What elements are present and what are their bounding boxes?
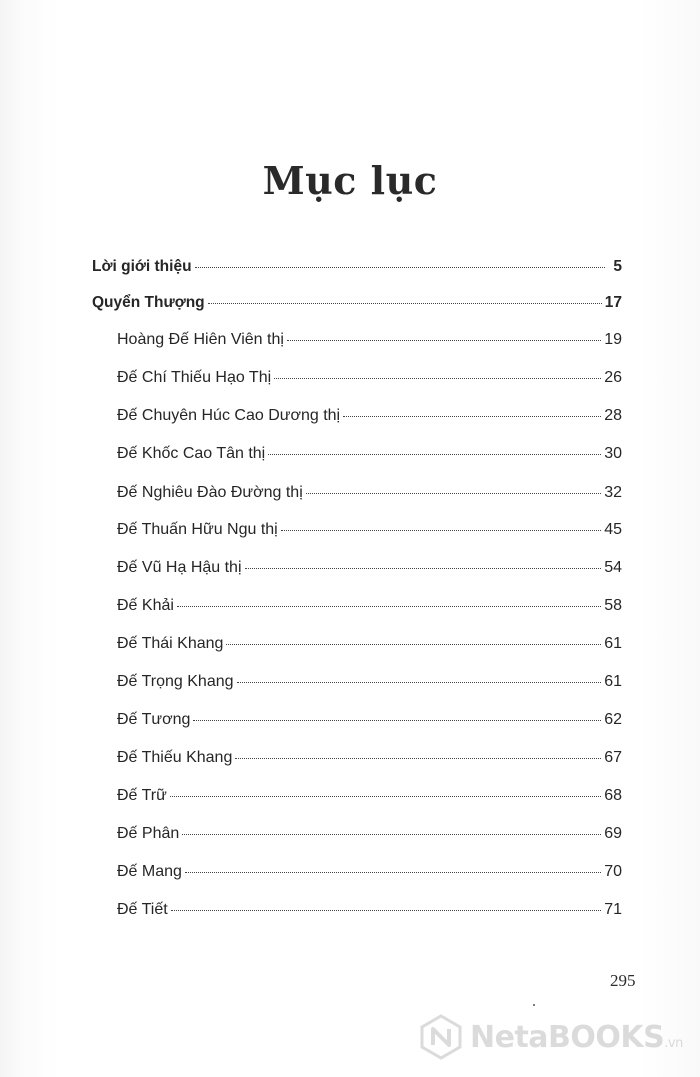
toc-entry-page: 5 xyxy=(613,258,622,275)
toc-entry-page: 61 xyxy=(604,635,622,652)
toc-entry-page: 26 xyxy=(604,369,622,386)
toc-entry-page: 54 xyxy=(604,559,622,576)
dot-leader xyxy=(177,606,601,607)
dot-leader xyxy=(306,493,601,494)
toc-entry[interactable] xyxy=(117,749,622,767)
watermark-text xyxy=(470,1020,683,1055)
print-speck xyxy=(533,1004,535,1006)
toc-entry-label: Hoàng Đế Hiên Viên thị xyxy=(117,331,284,348)
toc-entry-page: 30 xyxy=(604,445,622,462)
toc-entry-volume-upper[interactable] xyxy=(92,294,622,312)
toc-entry-page: 58 xyxy=(604,597,622,614)
page-number: 295 xyxy=(610,971,636,990)
dot-leader xyxy=(195,267,605,268)
toc-entry[interactable] xyxy=(117,901,622,919)
toc-entry-page: 61 xyxy=(604,673,622,690)
toc-entry[interactable] xyxy=(117,369,622,387)
dot-leader xyxy=(281,530,601,531)
toc-entry[interactable] xyxy=(117,407,622,425)
dot-leader xyxy=(208,303,602,304)
toc-entry[interactable] xyxy=(117,445,622,463)
toc-entry[interactable] xyxy=(117,521,622,539)
dot-leader xyxy=(171,910,602,911)
toc-entry-page: 45 xyxy=(604,521,622,538)
dot-leader xyxy=(245,568,602,569)
toc-entry-label: Đế Tương xyxy=(117,711,191,728)
toc-entry[interactable] xyxy=(117,825,622,843)
toc-entry-label: Đế Thái Khang xyxy=(117,635,224,652)
toc-entry[interactable] xyxy=(117,863,622,881)
dot-leader xyxy=(193,720,601,721)
n-hexagon-icon xyxy=(418,1014,464,1060)
toc-entry-label: Lời giới thiệu xyxy=(92,258,192,275)
toc-entry-label: Đế Mang xyxy=(117,863,182,880)
dot-leader xyxy=(226,644,601,645)
dot-leader xyxy=(185,872,601,873)
toc-entry[interactable] xyxy=(117,597,622,615)
toc-entry-label: Đế Vũ Hạ Hậu thị xyxy=(117,559,242,576)
toc-entry[interactable] xyxy=(117,711,622,729)
toc-entry-label: Đế Trọng Khang xyxy=(117,673,234,690)
toc-entry-page: 28 xyxy=(604,407,622,424)
toc-entry[interactable] xyxy=(117,673,622,691)
toc-entry-label: Đế Thiếu Khang xyxy=(117,749,233,766)
toc-entry-page: 62 xyxy=(604,711,622,728)
dot-leader xyxy=(170,796,601,797)
dot-leader xyxy=(287,340,601,341)
toc-entry-page: 19 xyxy=(604,331,622,348)
watermark-brand: NetaBOOKS xyxy=(470,1019,665,1055)
toc-entry-introduction[interactable] xyxy=(92,258,622,276)
toc-entry-page: 32 xyxy=(604,484,622,501)
toc-entry-page: 17 xyxy=(604,294,622,311)
watermark xyxy=(418,1014,683,1060)
toc-entry-label: Đế Khốc Cao Tân thị xyxy=(117,445,266,462)
toc-entry[interactable] xyxy=(117,635,622,653)
dot-leader xyxy=(268,454,601,455)
toc-entry[interactable] xyxy=(117,484,622,502)
toc-entry-page: 67 xyxy=(604,749,622,766)
toc-entry[interactable] xyxy=(117,559,622,577)
toc-entry-page: 68 xyxy=(604,787,622,804)
page-title: Mục lục xyxy=(262,158,438,203)
dot-leader xyxy=(274,378,601,379)
toc-entry[interactable] xyxy=(117,787,622,805)
toc-entry-label: Đế Trữ xyxy=(117,787,167,804)
toc-entry-label: Đế Chí Thiếu Hạo Thị xyxy=(117,369,272,386)
toc-entry-page: 70 xyxy=(604,863,622,880)
dot-leader xyxy=(237,682,602,683)
toc-entry-page: 71 xyxy=(604,901,622,918)
toc-entry-label: Quyển Thượng xyxy=(92,294,205,311)
toc-entry-label: Đế Tiết xyxy=(117,901,168,918)
toc-entry-label: Đế Nghiêu Đào Đường thị xyxy=(117,484,303,501)
toc-entry-label: Đế Chuyên Húc Cao Dương thị xyxy=(117,407,341,424)
toc-entry-page: 69 xyxy=(604,825,622,842)
toc-entry-label: Đế Phân xyxy=(117,825,180,842)
dot-leader xyxy=(343,416,601,417)
toc-entry-label: Đế Thuấn Hữu Ngu thị xyxy=(117,521,278,538)
toc-entry[interactable] xyxy=(117,331,622,349)
toc-entry-label: Đế Khải xyxy=(117,597,174,614)
watermark-suffix: .vn xyxy=(664,1035,683,1051)
dot-leader xyxy=(235,758,601,759)
dot-leader xyxy=(182,834,601,835)
